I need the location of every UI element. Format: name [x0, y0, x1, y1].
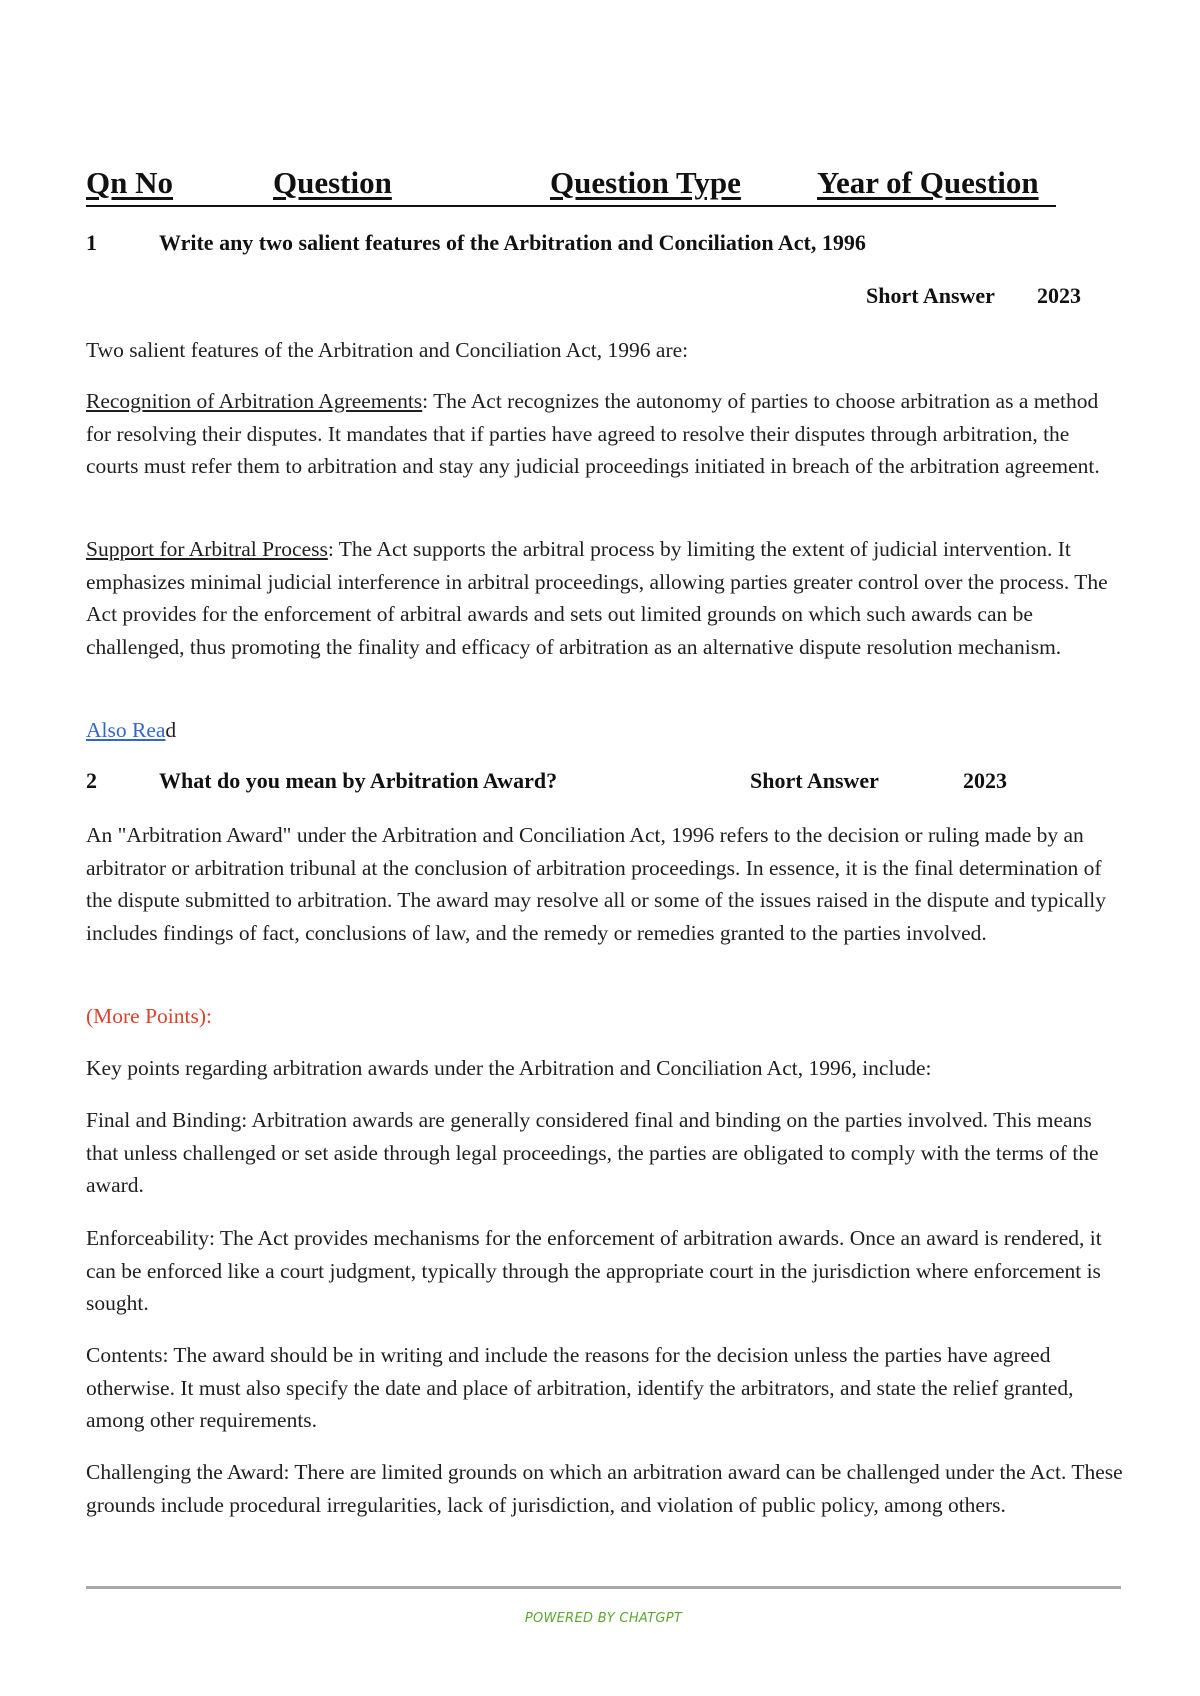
table-header: [86, 165, 1056, 207]
point-contents: Contents: The award should be in writing and include the reasons for the decision unless the parties have agreed otherwise. It must also specify the date and place of arbitration, identify the arbitrators, and state the relief granted, among other requirements.: [86, 1343, 1074, 1432]
footer-powered-by: POWERED BY CHATGPT: [524, 1611, 683, 1626]
also-read-line: [86, 714, 1126, 747]
question-2-answer: An "Arbitration Award" under the Arbitration and Conciliation Act, 1996 refers to the decision or ruling made by an arbitrator or arbitration tribunal at the conclusion of arbitration proceedings. In essence, it is the final determination of the dispute submitted to arbitration. The award may resolve all or some of the issues raised in the dispute and typically includes findings of fact, conclusions of law, and the remedy or remedies granted to the parties involved.: [86, 823, 1107, 945]
point-final-binding: Final and Binding: Arbitration awards are generally considered final and binding on the parties involved. This means that unless challenged or set aside through legal proceedings, the parties are obligated to comply with the terms of the award.: [86, 1108, 1099, 1197]
also-read-link[interactable]: Also Rea: [86, 718, 166, 742]
question-1-year: 2023: [1037, 283, 1081, 308]
question-1-point-2: [86, 533, 1126, 663]
footer-divider: [86, 1586, 1121, 1589]
point-2-body: : The Act supports the arbitral process by limiting the extent of judicial intervention. It emphasizes minimal judicial interference in arbitral proceedings, allowing parties greater control over the process. The Act provides for the enforcement of arbitral awards and sets out limited grounds on which such awards can be challenged, thus promoting the finality and efficacy of arbitration as an alternative dispute resolution mechanism.: [86, 537, 1108, 659]
more-points-label: (More Points):: [86, 1004, 213, 1028]
question-1-type: Short Answer: [866, 283, 995, 308]
question-1-text: Write any two salient features of the Arbitration and Conciliation Act, 1996: [159, 230, 866, 255]
key-points-intro: Key points regarding arbitration awards under the Arbitration and Conciliation Act, 1996, include:: [86, 1056, 932, 1080]
header-question: Question: [273, 165, 392, 200]
question-1-intro: Two salient features of the Arbitration and Conciliation Act, 1996 are:: [86, 338, 689, 362]
point-1-body: : The Act recognizes the autonomy of parties to choose arbitration as a method for resolving their disputes. It mandates that if parties have agreed to resolve their disputes through arbitration, the courts must refer them to arbitration and stay any judicial proceedings initiated in breach of the arbitration agreement.: [86, 389, 1100, 478]
document-page: [86, 0, 1126, 1696]
question-2-text: What do you mean by Arbitration Award?: [159, 768, 558, 793]
point-enforceability: Enforceability: The Act provides mechanisms for the enforcement of arbitration awards. Once an award is rendered, it can be enforced like a court judgment, typically through the appropriate court in the jurisdiction where enforcement is sought.: [86, 1226, 1102, 1315]
question-2-type: Short Answer: [750, 768, 879, 793]
question-1-point-1: [86, 385, 1126, 483]
header-question-type: Question Type: [550, 165, 741, 200]
point-1-title: Recognition of Arbitration Agreements: [86, 389, 423, 413]
also-read-tail: d: [165, 718, 177, 742]
header-qn-no: Qn No: [86, 165, 173, 200]
point-challenging: Challenging the Award: There are limited grounds on which an arbitration award can be challenged under the Act. These grounds include procedural irregularities, lack of jurisdiction, and violation of public policy, among others.: [86, 1460, 1123, 1517]
header-year: Year of Question: [817, 165, 1039, 200]
point-2-title: Support for Arbitral Process: [86, 537, 328, 561]
question-1-number: 1: [86, 230, 97, 255]
question-2-year: 2023: [963, 768, 1007, 793]
question-2-number: 2: [86, 768, 97, 793]
